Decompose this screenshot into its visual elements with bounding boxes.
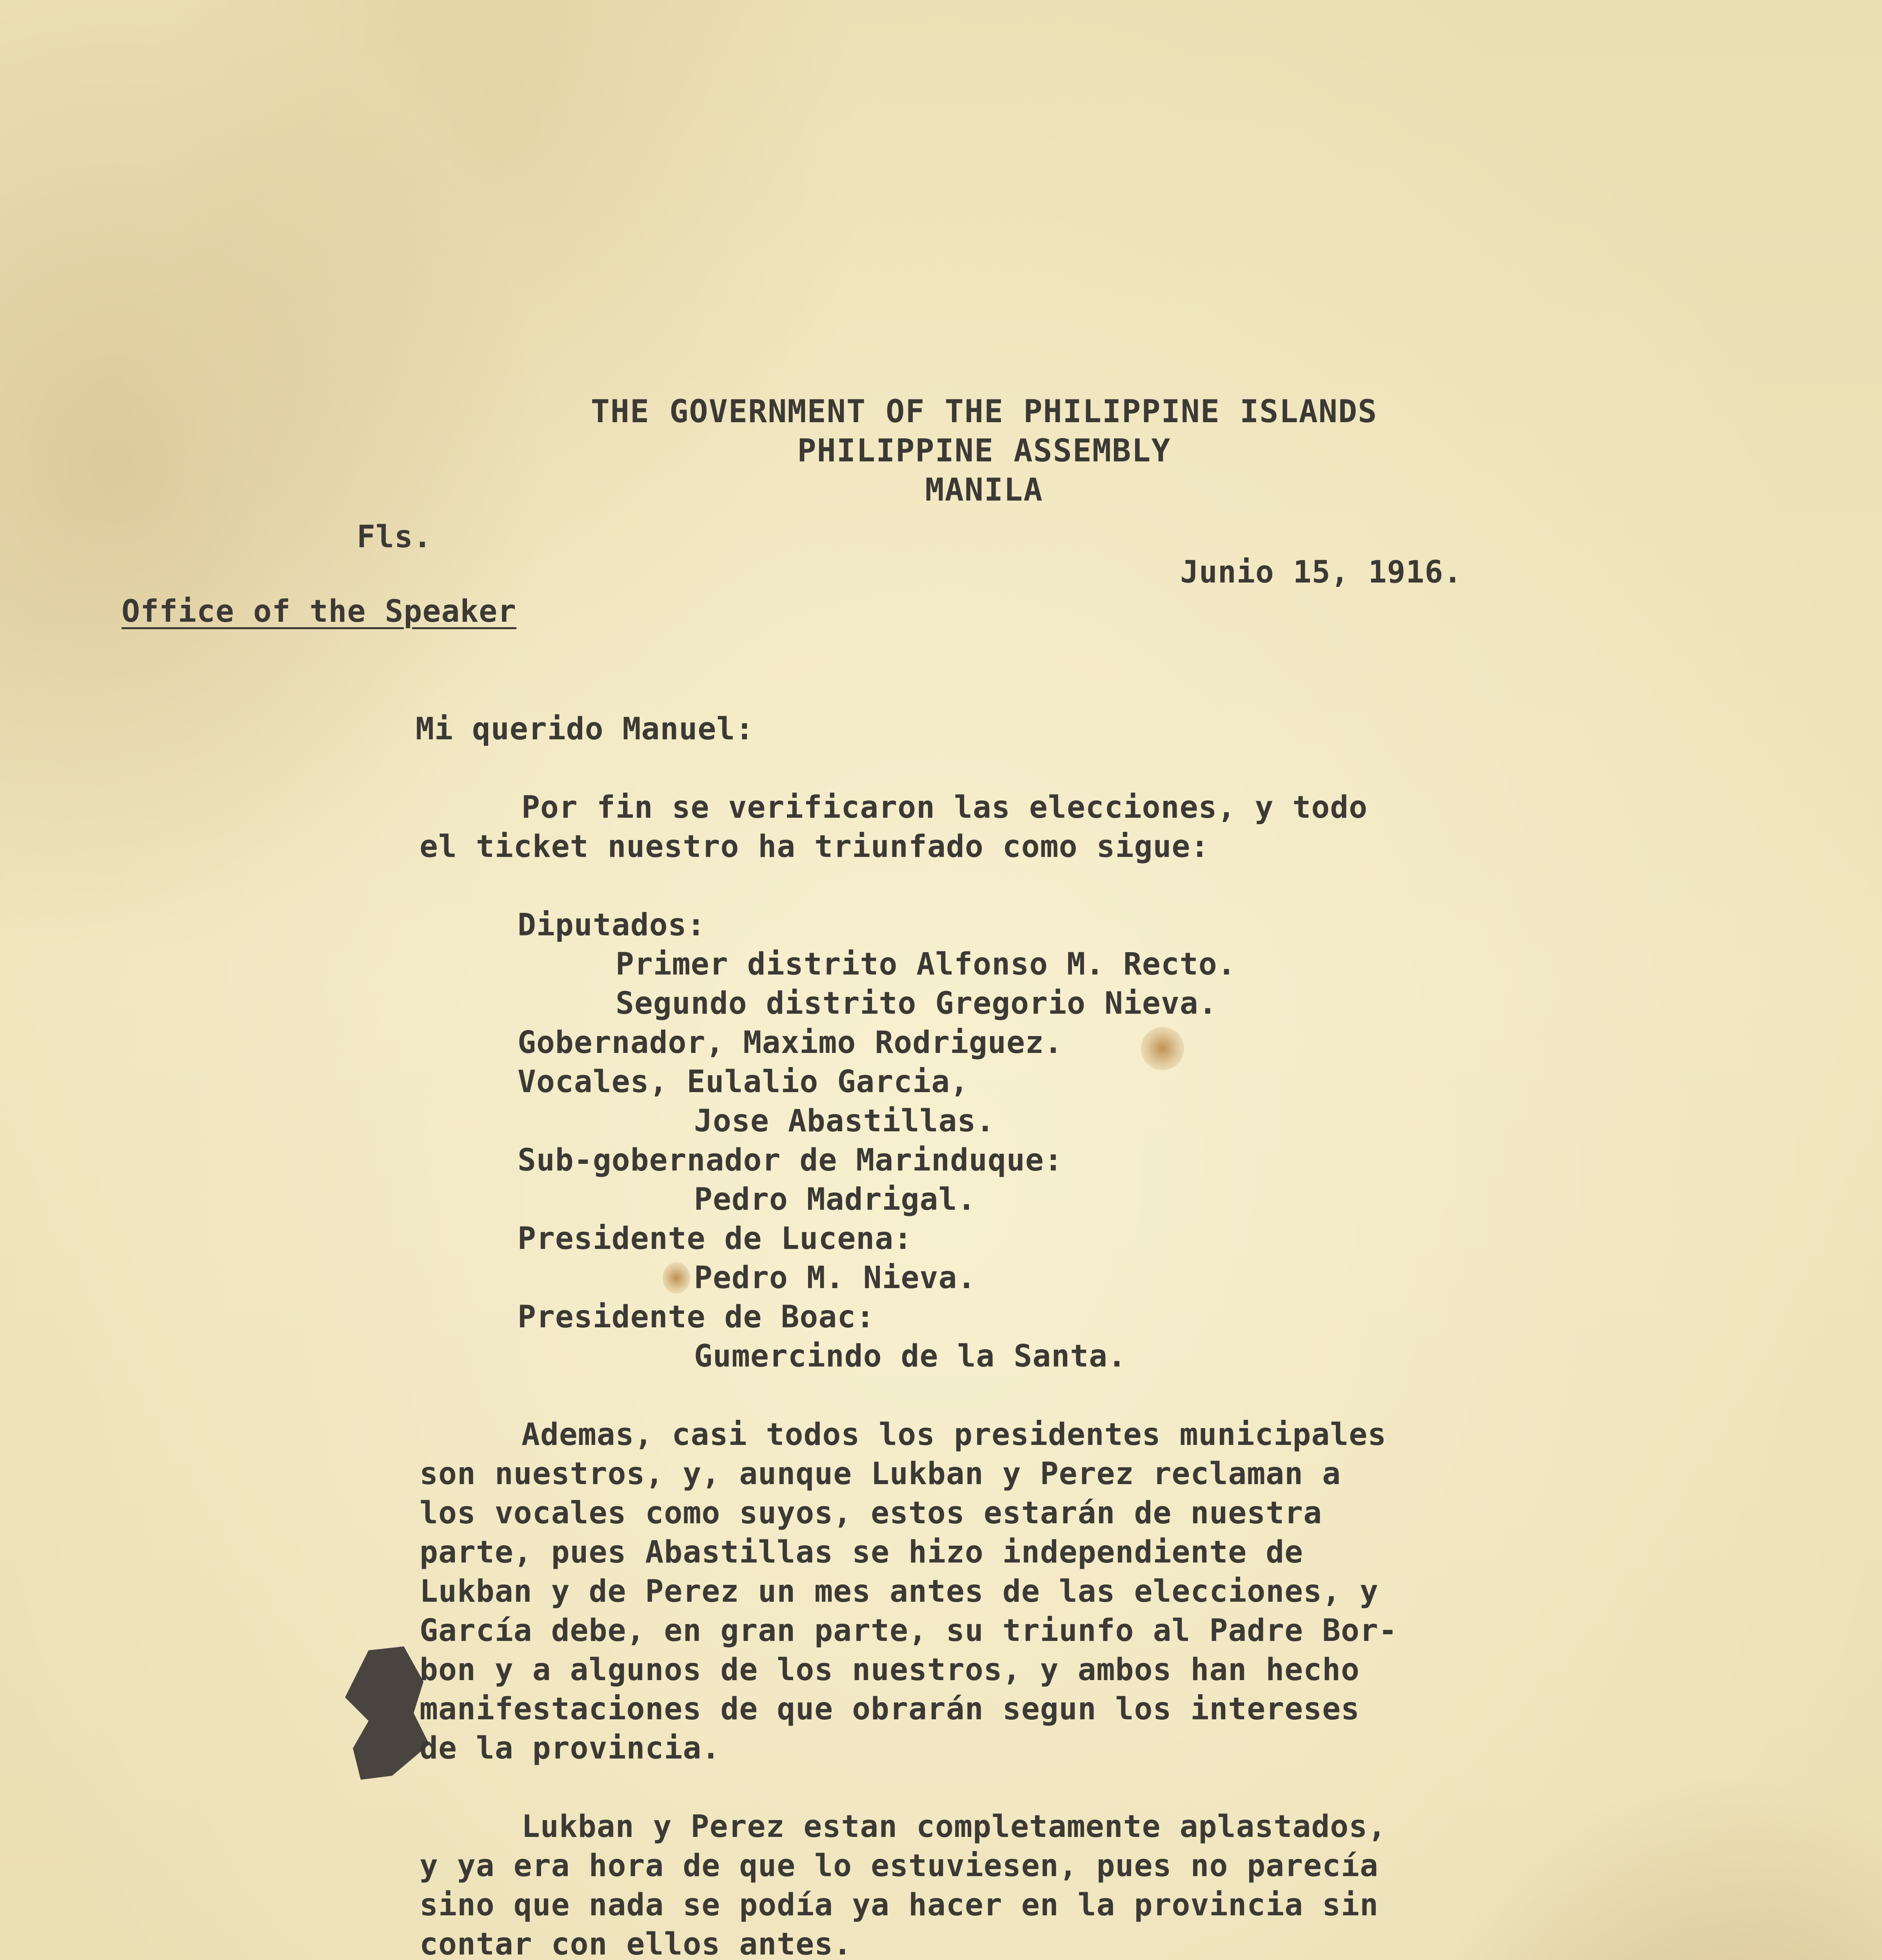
paragraph-line: y ya era hora de que lo estuviesen, pues no parecía [420,1848,1379,1884]
letterhead-government: THE GOVERNMENT OF THE PHILIPPINE ISLANDS [590,393,1378,430]
paragraph-line: sino que nada se podía ya hacer en la provincia sin [420,1887,1379,1923]
results-item: Gobernador, Maximo Rodriguez. [518,1025,1063,1060]
paragraph-line: Por fin se verificaron las elecciones, y todo [521,790,1368,825]
paragraph-line: García debe, en gran parte, su triunfo al Padre Bor- [420,1613,1397,1648]
paragraph-line: Ademas, casi todos los presidentes municipales [521,1417,1387,1452]
office-title: Office of the Speaker [122,594,517,629]
paragraph-line: Lukban y de Perez un mes antes de las elecciones, y [420,1574,1379,1609]
salutation: Mi querido Manuel: [416,711,754,747]
results-item: Presidente de Boac: [518,1299,875,1335]
letterhead-city: MANILA [925,472,1043,508]
results-item: Pedro Madrigal. [694,1182,976,1217]
letterhead-assembly: PHILIPPINE ASSEMBLY [797,432,1171,469]
letter-date: Junio 15, 1916. [1180,555,1462,590]
stain-mark [1141,1027,1184,1070]
paragraph-line: de la provincia. [420,1731,721,1766]
paragraph-line: bon y a algunos de los nuestros, y ambos han hecho [420,1652,1360,1688]
results-item: Diputados: [518,907,706,943]
paragraph-line: contar con ellos antes. [420,1927,852,1960]
paragraph-line: Lukban y Perez estan completamente aplastados, [521,1809,1387,1844]
paragraph-line: el ticket nuestro ha triunfado como sigue: [420,829,1210,864]
results-item: Gumercindo de la Santa. [694,1339,1127,1374]
results-item: Vocales, Eulalio Garcia, [518,1064,969,1100]
paragraph-line: son nuestros, y, aunque Lukban y Perez reclaman a [420,1456,1341,1492]
results-item: Presidente de Lucena: [518,1221,913,1256]
paragraph-line: parte, pues Abastillas se hizo independiente de [420,1535,1304,1570]
stain-mark [663,1262,690,1294]
results-item: Jose Abastillas. [694,1103,995,1139]
file-reference: Fls. [357,519,432,555]
results-item: Pedro M. Nieva. [694,1260,976,1296]
results-item: Sub-gobernador de Marinduque: [518,1143,1063,1178]
results-item: Segundo distrito Gregorio Nieva. [616,986,1217,1021]
results-item: Primer distrito Alfonso M. Recto. [616,947,1236,982]
paragraph-line: los vocales como suyos, estos estarán de nuestra [420,1495,1322,1531]
paragraph-line: manifestaciones de que obrarán segun los intereses [420,1691,1360,1727]
